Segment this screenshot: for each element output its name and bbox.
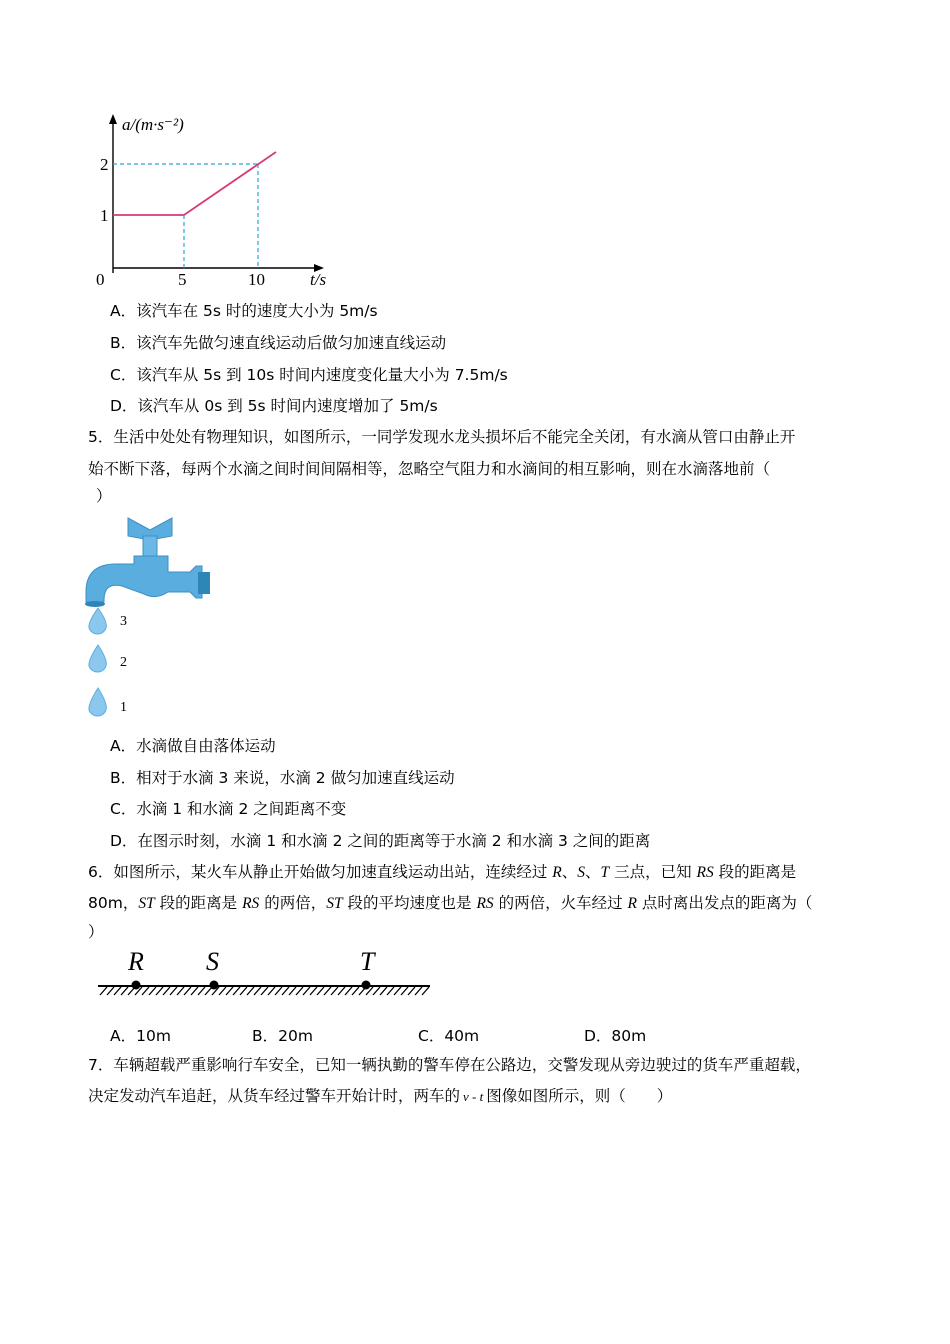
q6-choice-b: B．20m xyxy=(252,1027,313,1045)
hatch-stroke xyxy=(289,987,296,995)
y-tick-1: 1 xyxy=(100,206,109,225)
hatch-stroke xyxy=(408,987,415,995)
hatch-stroke xyxy=(387,987,394,995)
q6-choice-d: D．80m xyxy=(584,1027,647,1045)
q6-stem-line1 xyxy=(88,862,796,883)
q6-text-2a: 80m， xyxy=(88,894,139,912)
q6-sep2: 、 xyxy=(585,863,601,881)
water-drop-2-icon xyxy=(89,645,106,672)
track-label-r: R xyxy=(128,947,144,976)
hatch-stroke xyxy=(142,987,149,995)
q4-option-d: D．该汽车从 0s 到 5s 时间内速度增加了 5m/s xyxy=(110,397,438,415)
hatch-stroke xyxy=(296,987,303,995)
hatch-stroke xyxy=(401,987,408,995)
hatch-stroke xyxy=(422,987,429,995)
q5-stem-line3: ） xyxy=(96,487,112,505)
hatch-stroke xyxy=(345,987,352,995)
y-tick-2: 2 xyxy=(100,155,109,174)
hatch-stroke xyxy=(275,987,282,995)
q7-stem-line2 xyxy=(88,1086,672,1107)
drop-label-1: 1 xyxy=(120,700,127,715)
faucet-outlet-icon xyxy=(198,572,210,594)
q6-choice-c: C．40m xyxy=(418,1027,480,1045)
q6-text-2f: 点时离出发点的距离为（ xyxy=(637,894,813,912)
q5-option-d: D．在图示时刻，水滴 1 和水滴 2 之间的距离等于水滴 2 和水滴 3 之间的距离 xyxy=(110,832,651,850)
hatch-stroke xyxy=(261,987,268,995)
hatch-stroke xyxy=(226,987,233,995)
track-label-s: S xyxy=(206,947,219,976)
q6-stem-line2 xyxy=(88,893,812,914)
q6-text-2e: 的两倍，火车经过 xyxy=(493,894,628,912)
hatch-stroke xyxy=(331,987,338,995)
q4-option-c: C．该汽车从 5s 到 10s 时间内速度变化量大小为 7.5m/s xyxy=(110,366,508,384)
hatch-stroke xyxy=(184,987,191,995)
q6-segment-rs: RS xyxy=(696,864,714,881)
hatch-stroke xyxy=(149,987,156,995)
faucet-mouth-icon xyxy=(85,601,105,607)
q6-point-r-2: R xyxy=(627,895,637,912)
y-axis-arrow xyxy=(109,114,117,124)
hatch-stroke xyxy=(240,987,247,995)
hatch-stroke xyxy=(254,987,261,995)
hatch-stroke xyxy=(373,987,380,995)
hatch-stroke xyxy=(177,987,184,995)
hatch-stroke xyxy=(198,987,205,995)
q6-text-1c: 段的距离是 xyxy=(713,863,797,881)
x-tick-5: 5 xyxy=(178,270,187,289)
water-drop-3-icon xyxy=(89,608,106,634)
q7-stem-line1: 7．车辆超载严重影响行车安全，已知一辆执勤的警车停在公路边，交警发现从旁边驶过的货车严重超载， xyxy=(88,1056,811,1074)
hatch-stroke xyxy=(114,987,121,995)
drop-label-2: 2 xyxy=(120,655,127,670)
hatch-stroke xyxy=(282,987,289,995)
q6-choice-a: A．10m xyxy=(110,1027,171,1045)
q7-vt-symbol: v - t xyxy=(463,1089,484,1104)
q6-point-r: R xyxy=(552,864,562,881)
y-axis-label: a/(m·s⁻²) xyxy=(122,115,184,134)
faucet-figure xyxy=(84,512,224,722)
track-hatching xyxy=(100,987,429,995)
hatch-stroke xyxy=(100,987,107,995)
q6-stem-line3: ） xyxy=(88,923,104,941)
hatch-stroke xyxy=(247,987,254,995)
q4-option-b: B．该汽车先做匀速直线运动后做匀加速直线运动 xyxy=(110,334,447,352)
hatch-stroke xyxy=(163,987,170,995)
q5-stem-line1: 5．生活中处处有物理知识，如图所示，一同学发现水龙头损坏后不能完全关闭，有水滴从管口由静止开 xyxy=(88,428,796,446)
hatch-stroke xyxy=(310,987,317,995)
hatch-stroke xyxy=(394,987,401,995)
q6-text-2d: 段的平均速度也是 xyxy=(342,894,477,912)
q5-option-b: B．相对于水滴 3 来说，水滴 2 做匀加速直线运动 xyxy=(110,769,455,787)
q6-text-1b: 三点，已知 xyxy=(609,863,697,881)
water-drop-1-icon xyxy=(89,688,106,716)
hatch-stroke xyxy=(380,987,387,995)
point-r-marker xyxy=(132,981,141,990)
q6-text-1a: 6．如图所示，某火车从静止开始做匀加速直线运动出站，连续经过 xyxy=(88,863,553,881)
q5-stem-line2: 始不断下落，每两个水滴之间时间间隔相等，忽略空气阻力和水滴间的相互影响，则在水滴落地前（ xyxy=(88,460,771,478)
hatch-stroke xyxy=(233,987,240,995)
hatch-stroke xyxy=(317,987,324,995)
q5-option-c: C．水滴 1 和水滴 2 之间距离不变 xyxy=(110,800,347,818)
hatch-stroke xyxy=(303,987,310,995)
point-s-marker xyxy=(210,981,219,990)
hatch-stroke xyxy=(156,987,163,995)
origin-label: 0 xyxy=(96,270,105,289)
faucet-body-icon xyxy=(86,556,202,602)
acceleration-time-graph xyxy=(80,108,340,293)
q6-point-s: S xyxy=(577,864,586,881)
q6-segment-rs-3: RS xyxy=(476,895,494,912)
hatch-stroke xyxy=(191,987,198,995)
hatch-stroke xyxy=(121,987,128,995)
hatch-stroke xyxy=(268,987,275,995)
q7-text-2a: 决定发动汽车追赶，从货车经过警车开始计时，两车的 xyxy=(88,1087,461,1105)
point-t-marker xyxy=(362,981,371,990)
drop-label-3: 3 xyxy=(120,614,127,629)
hatch-stroke xyxy=(415,987,422,995)
q6-point-t: T xyxy=(600,864,610,881)
q6-segment-st: ST xyxy=(138,895,155,912)
q6-sep1: 、 xyxy=(561,863,578,881)
acceleration-line xyxy=(113,152,276,215)
x-tick-10: 10 xyxy=(248,270,265,289)
q6-text-2c: 的两倍， xyxy=(259,894,327,912)
q6-text-2b: 段的距离是 xyxy=(154,894,243,912)
hatch-stroke xyxy=(219,987,226,995)
hatch-stroke xyxy=(324,987,331,995)
hatch-stroke xyxy=(107,987,114,995)
q7-text-2b: 图像如图所示，则（ ） xyxy=(486,1087,673,1105)
faucet-stem-icon xyxy=(143,536,157,558)
q4-option-a: A．该汽车在 5s 时的速度大小为 5m/s xyxy=(110,302,378,320)
x-axis-label: t/s xyxy=(310,270,327,289)
hatch-stroke xyxy=(352,987,359,995)
track-figure xyxy=(92,940,442,1002)
q6-segment-st-2: ST xyxy=(326,895,343,912)
q6-segment-rs-2: RS xyxy=(242,895,260,912)
hatch-stroke xyxy=(170,987,177,995)
q5-option-a: A．水滴做自由落体运动 xyxy=(110,737,276,755)
hatch-stroke xyxy=(338,987,345,995)
track-label-t: T xyxy=(360,947,375,976)
